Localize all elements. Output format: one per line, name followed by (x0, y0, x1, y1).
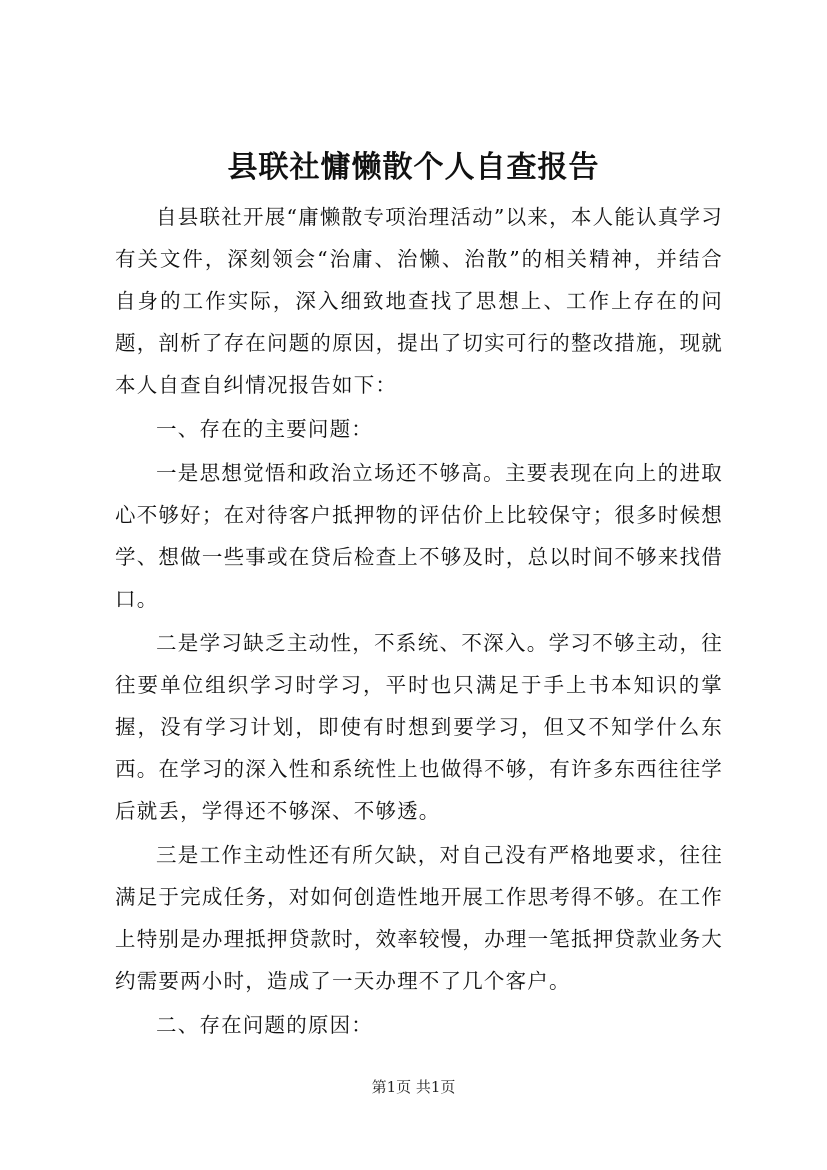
paragraph-problem-2: 二是学习缺乏主动性，不系统、不深入。学习不够主动，往往要单位组织学习时学习，平时也只满足于手上书本知识的掌握，没有学习计划，即使有时想到要学习，但又不知学什么东西。在学习的深入性和系统性上也做得不够，有许多东西往往学后就丢，学得还不够深、不够透。 (115, 631, 723, 823)
heading-problem-causes: 二、存在问题的原因： (156, 1013, 373, 1037)
heading-main-problems: 一、存在的主要问题： (156, 417, 373, 441)
paragraph-problem-1: 一是思想觉悟和政治立场还不够高。主要表现在向上的进取心不够好；在对待客户抵押物的评估价上比较保守；很多时候想学、想做一些事或在贷后检查上不够及时，总以时间不够来找借口。 (115, 461, 723, 611)
document-title: 县联社慵懒散个人自查报告 (227, 150, 600, 185)
paragraph-problem-3: 三是工作主动性还有所欠缺，对自己没有严格地要求，往往满足于完成任务，对如何创造性地开展工作思考得不够。在工作上特别是办理抵押贷款时，效率较慢，办理一笔抵押贷款业务大约需要两小时，造成了一天办理不了几个客户。 (115, 843, 723, 993)
page-number-footer: 第1页 共1页 (371, 1078, 456, 1096)
paragraph-intro: 自县联社开展“庸懒散专项治理活动”以来，本人能认真学习有关文件，深刻领会“治庸、治懒、治散”的相关精神，并结合自身的工作实际，深入细致地查找了思想上、工作上存在的问题，剖析了存在问题的原因，提出了切实可行的整改措施，现就本人自查自纠情况报告如下： (115, 205, 723, 397)
document-body (115, 196, 723, 1046)
